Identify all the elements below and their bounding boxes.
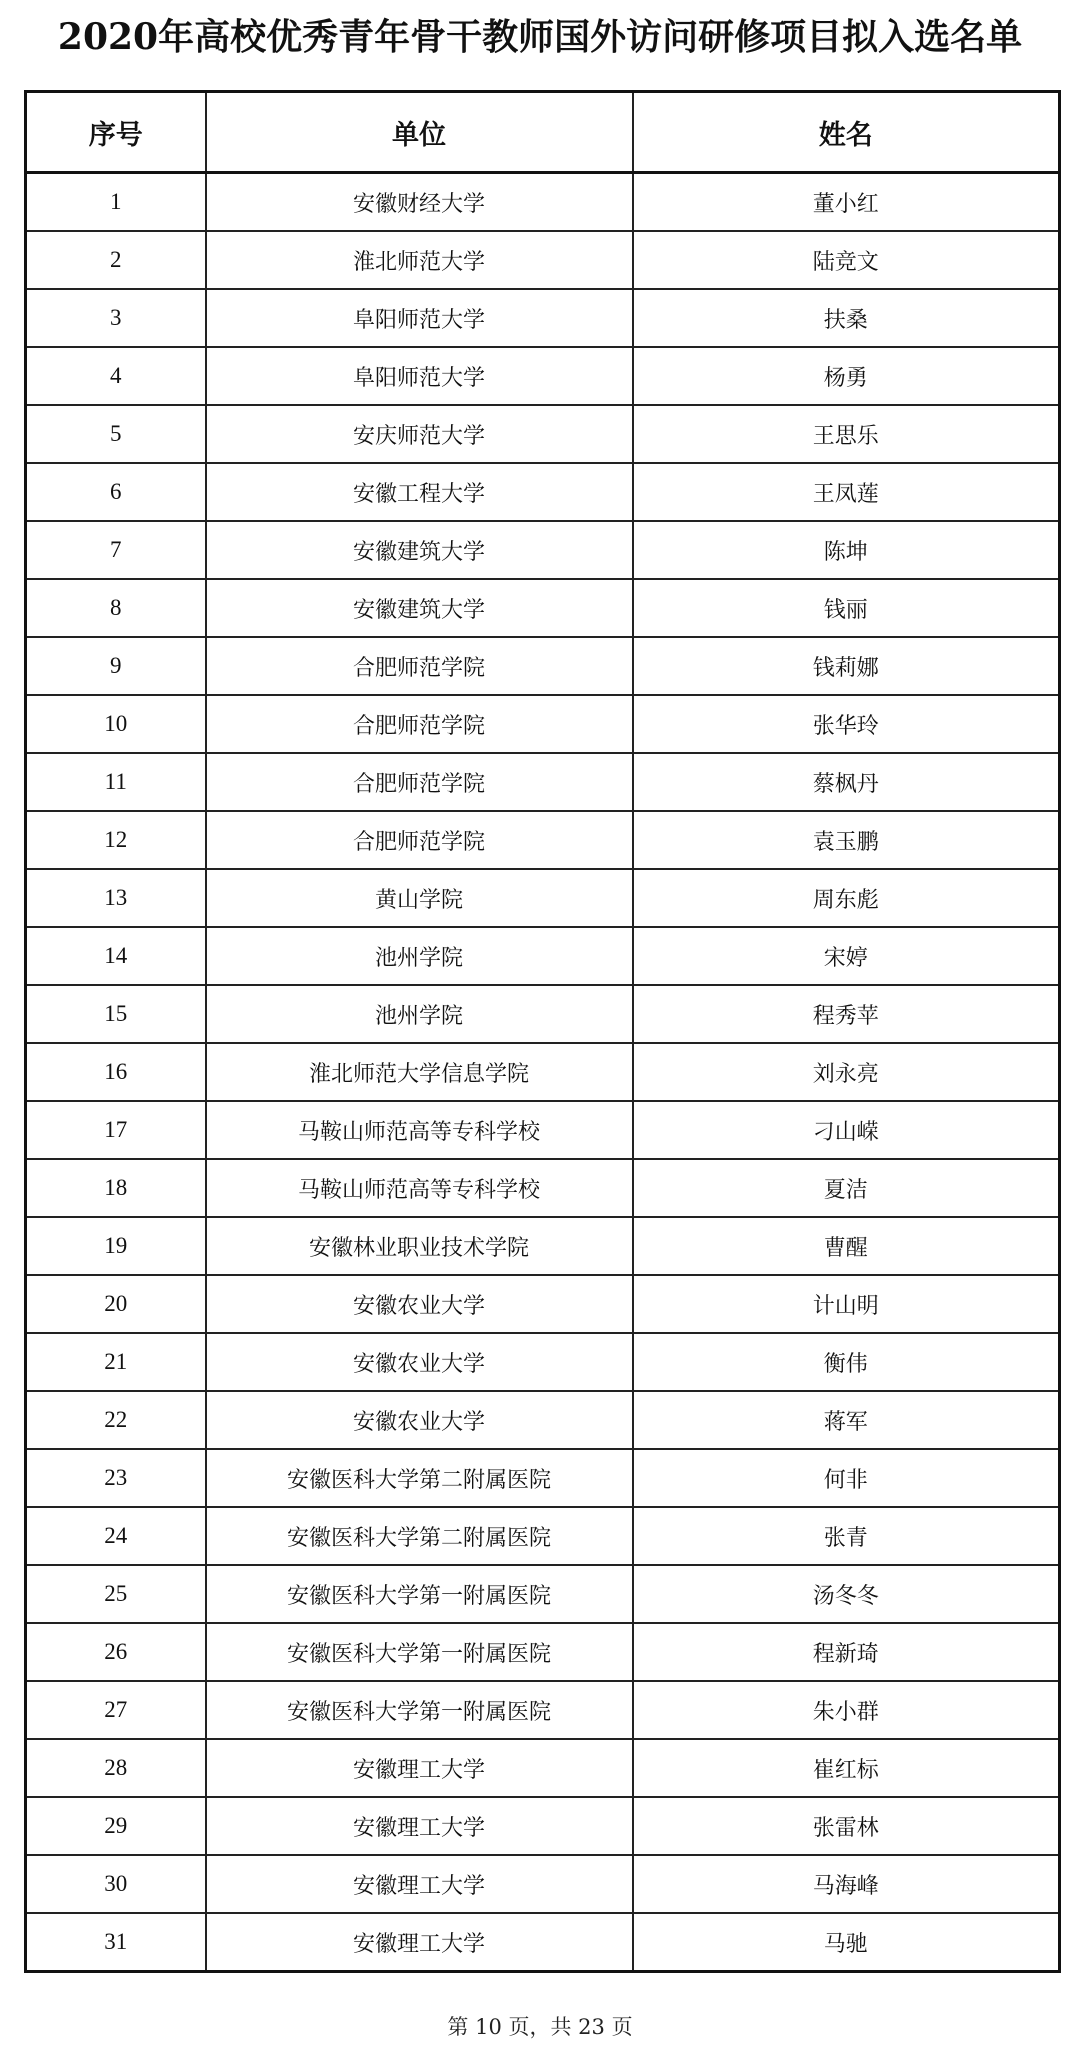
unit-cell: 黄山学院: [206, 869, 633, 927]
table-row: [26, 579, 1060, 637]
name-cell: 钱丽: [633, 579, 1060, 637]
name-cell: 王思乐: [633, 405, 1060, 463]
table-body: [26, 173, 1060, 1972]
name-cell: 计山明: [633, 1275, 1060, 1333]
name-cell: 钱莉娜: [633, 637, 1060, 695]
name-cell: 张雷林: [633, 1797, 1060, 1855]
name-cell: 夏洁: [633, 1159, 1060, 1217]
serial-number-cell: 1: [26, 173, 206, 232]
serial-number-cell: 3: [26, 289, 206, 347]
unit-cell: 合肥师范学院: [206, 695, 633, 753]
unit-cell: 安徽财经大学: [206, 173, 633, 232]
unit-cell: 安徽工程大学: [206, 463, 633, 521]
unit-cell: 池州学院: [206, 985, 633, 1043]
table-row: [26, 347, 1060, 405]
table-row: [26, 1565, 1060, 1623]
table-row: [26, 1333, 1060, 1391]
table-row: [26, 1623, 1060, 1681]
unit-cell: 安徽农业大学: [206, 1275, 633, 1333]
header-unit: 单位: [206, 92, 633, 173]
serial-number-cell: 31: [26, 1913, 206, 1972]
table-row: [26, 463, 1060, 521]
unit-cell: 马鞍山师范高等专科学校: [206, 1101, 633, 1159]
header-name: 姓名: [633, 92, 1060, 173]
name-cell: 曹醒: [633, 1217, 1060, 1275]
serial-number-cell: 30: [26, 1855, 206, 1913]
serial-number-cell: 8: [26, 579, 206, 637]
serial-number-cell: 15: [26, 985, 206, 1043]
name-cell: 陆竞文: [633, 231, 1060, 289]
name-cell: 何非: [633, 1449, 1060, 1507]
table-row: [26, 231, 1060, 289]
name-cell: 刘永亮: [633, 1043, 1060, 1101]
unit-cell: 合肥师范学院: [206, 637, 633, 695]
serial-number-cell: 2: [26, 231, 206, 289]
name-cell: 程秀苹: [633, 985, 1060, 1043]
table-row: [26, 811, 1060, 869]
page-number: 第 10 页，共 23 页: [447, 2015, 633, 2039]
candidate-table: [24, 90, 1061, 1973]
serial-number-cell: 24: [26, 1507, 206, 1565]
name-cell: 马驰: [633, 1913, 1060, 1972]
table-row: [26, 753, 1060, 811]
name-cell: 程新琦: [633, 1623, 1060, 1681]
table-row: [26, 1043, 1060, 1101]
table-row: [26, 1101, 1060, 1159]
table-row: [26, 927, 1060, 985]
unit-cell: 安徽建筑大学: [206, 521, 633, 579]
serial-number-cell: 28: [26, 1739, 206, 1797]
serial-number-cell: 16: [26, 1043, 206, 1101]
serial-number-cell: 25: [26, 1565, 206, 1623]
name-cell: 马海峰: [633, 1855, 1060, 1913]
table-row: [26, 173, 1060, 232]
name-cell: 朱小群: [633, 1681, 1060, 1739]
name-cell: 周东彪: [633, 869, 1060, 927]
document-title: 2020年高校优秀青年骨干教师国外访问研修项目拟入选名单: [57, 16, 1023, 58]
name-cell: 衡伟: [633, 1333, 1060, 1391]
table-header: [26, 92, 1060, 173]
serial-number-cell: 7: [26, 521, 206, 579]
unit-cell: 淮北师范大学: [206, 231, 633, 289]
unit-cell: 安徽医科大学第二附属医院: [206, 1507, 633, 1565]
unit-cell: 安徽医科大学第一附属医院: [206, 1623, 633, 1681]
serial-number-cell: 9: [26, 637, 206, 695]
table-row: [26, 985, 1060, 1043]
name-cell: 陈坤: [633, 521, 1060, 579]
table-row: [26, 1217, 1060, 1275]
unit-cell: 安徽林业职业技术学院: [206, 1217, 633, 1275]
serial-number-cell: 26: [26, 1623, 206, 1681]
table-row: [26, 1391, 1060, 1449]
table-row: [26, 1855, 1060, 1913]
name-cell: 张青: [633, 1507, 1060, 1565]
serial-number-cell: 18: [26, 1159, 206, 1217]
name-cell: 袁玉鹏: [633, 811, 1060, 869]
table-row: [26, 521, 1060, 579]
unit-cell: 阜阳师范大学: [206, 347, 633, 405]
header-serial-number: 序号: [26, 92, 206, 173]
unit-cell: 安徽理工大学: [206, 1797, 633, 1855]
name-cell: 刁山嵘: [633, 1101, 1060, 1159]
table-row: [26, 695, 1060, 753]
serial-number-cell: 13: [26, 869, 206, 927]
table-row: [26, 1159, 1060, 1217]
table-row: [26, 869, 1060, 927]
serial-number-cell: 14: [26, 927, 206, 985]
table-row: [26, 405, 1060, 463]
table-row: [26, 1507, 1060, 1565]
unit-cell: 淮北师范大学信息学院: [206, 1043, 633, 1101]
name-cell: 扶桑: [633, 289, 1060, 347]
table-row: [26, 1739, 1060, 1797]
table-row: [26, 637, 1060, 695]
table-row: [26, 1913, 1060, 1972]
unit-cell: 安徽医科大学第一附属医院: [206, 1565, 633, 1623]
unit-cell: 安徽理工大学: [206, 1855, 633, 1913]
serial-number-cell: 20: [26, 1275, 206, 1333]
serial-number-cell: 19: [26, 1217, 206, 1275]
unit-cell: 阜阳师范大学: [206, 289, 633, 347]
name-cell: 崔红标: [633, 1739, 1060, 1797]
unit-cell: 安徽建筑大学: [206, 579, 633, 637]
unit-cell: 合肥师范学院: [206, 811, 633, 869]
unit-cell: 安庆师范大学: [206, 405, 633, 463]
header-row: [26, 92, 1060, 173]
unit-cell: 安徽医科大学第一附属医院: [206, 1681, 633, 1739]
table-row: [26, 289, 1060, 347]
unit-cell: 安徽理工大学: [206, 1913, 633, 1972]
serial-number-cell: 22: [26, 1391, 206, 1449]
table-row: [26, 1275, 1060, 1333]
table-row: [26, 1681, 1060, 1739]
serial-number-cell: 10: [26, 695, 206, 753]
name-cell: 宋婷: [633, 927, 1060, 985]
serial-number-cell: 29: [26, 1797, 206, 1855]
unit-cell: 安徽理工大学: [206, 1739, 633, 1797]
name-cell: 王凤莲: [633, 463, 1060, 521]
name-cell: 蔡枫丹: [633, 753, 1060, 811]
unit-cell: 安徽医科大学第二附属医院: [206, 1449, 633, 1507]
unit-cell: 合肥师范学院: [206, 753, 633, 811]
unit-cell: 池州学院: [206, 927, 633, 985]
table-row: [26, 1449, 1060, 1507]
table-row: [26, 1797, 1060, 1855]
serial-number-cell: 5: [26, 405, 206, 463]
name-cell: 汤冬冬: [633, 1565, 1060, 1623]
serial-number-cell: 17: [26, 1101, 206, 1159]
serial-number-cell: 23: [26, 1449, 206, 1507]
name-cell: 张华玲: [633, 695, 1060, 753]
unit-cell: 安徽农业大学: [206, 1333, 633, 1391]
serial-number-cell: 27: [26, 1681, 206, 1739]
serial-number-cell: 4: [26, 347, 206, 405]
serial-number-cell: 12: [26, 811, 206, 869]
serial-number-cell: 6: [26, 463, 206, 521]
serial-number-cell: 11: [26, 753, 206, 811]
name-cell: 蒋军: [633, 1391, 1060, 1449]
unit-cell: 安徽农业大学: [206, 1391, 633, 1449]
unit-cell: 马鞍山师范高等专科学校: [206, 1159, 633, 1217]
serial-number-cell: 21: [26, 1333, 206, 1391]
name-cell: 杨勇: [633, 347, 1060, 405]
name-cell: 董小红: [633, 173, 1060, 232]
